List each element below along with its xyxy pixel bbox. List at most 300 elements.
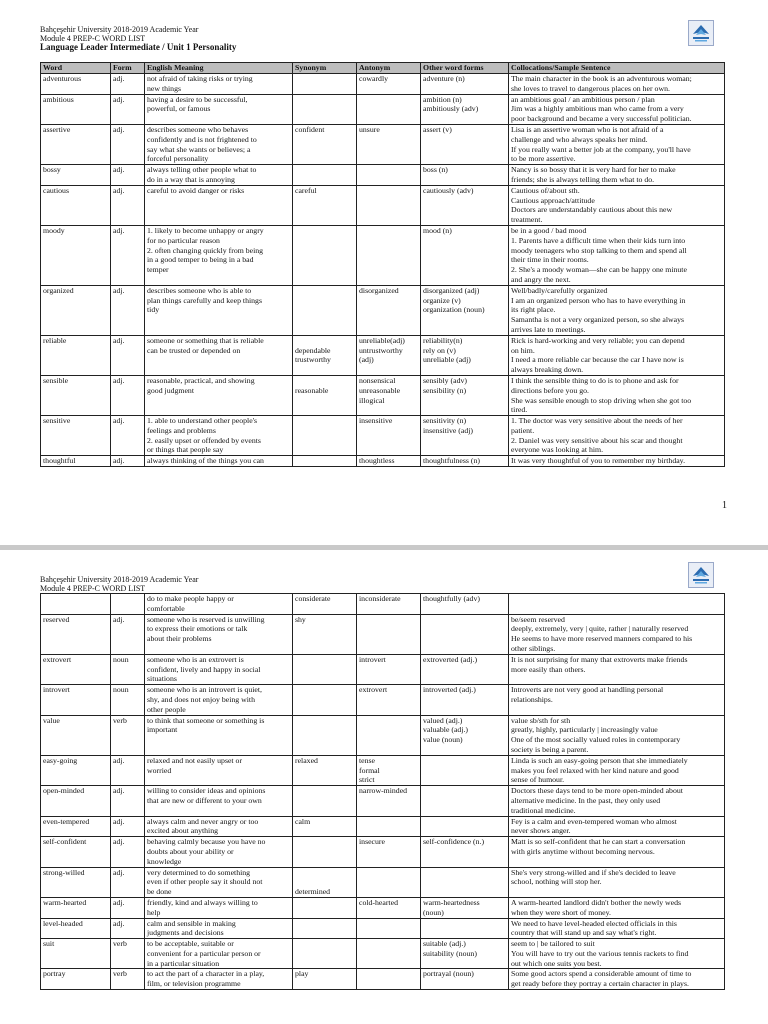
cell-meaning-line: even if other people say it should not bbox=[147, 877, 263, 887]
cell-synonym bbox=[293, 124, 357, 164]
cell-other-forms-line: rely on (v) bbox=[423, 345, 456, 355]
cell-collocations-line: challenge and who always speaks her mind. bbox=[511, 134, 648, 144]
cell-synonym-line: considerate bbox=[295, 594, 331, 603]
col-header-collocations: Collocations/Sample Sentence bbox=[509, 63, 725, 74]
cell-meaning-line: comfortable bbox=[147, 603, 185, 613]
cell-other-forms bbox=[421, 74, 509, 95]
cell-meaning-line: not afraid of taking risks or trying bbox=[147, 74, 253, 83]
cell-other-forms-line: organization (noun) bbox=[423, 305, 485, 315]
cell-meaning bbox=[145, 786, 293, 816]
cell-meaning bbox=[145, 124, 293, 164]
cell-other-forms-line: disorganized (adj) bbox=[423, 285, 480, 295]
table-row bbox=[41, 837, 725, 867]
cell-other-forms-line: assert (v) bbox=[423, 124, 452, 134]
cell-form: verb bbox=[111, 939, 145, 969]
cell-collocations-line: be/seem reserved bbox=[511, 614, 565, 624]
cell-synonym bbox=[293, 685, 357, 715]
cell-meaning-line: film, or television programme bbox=[147, 979, 241, 989]
cell-collocations-line: their time in their rooms. bbox=[511, 255, 589, 265]
cell-meaning bbox=[145, 837, 293, 867]
cell-antonym-line: cold-hearted bbox=[359, 897, 398, 907]
cell-meaning bbox=[145, 918, 293, 939]
table-row bbox=[41, 685, 725, 715]
cell-collocations-line: she loves to travel to dangerous places on her own. bbox=[511, 83, 670, 93]
cell-collocations-line: with girls anytime without becoming nervous. bbox=[511, 846, 655, 856]
cell-other-forms bbox=[421, 594, 509, 615]
cell-synonym bbox=[293, 897, 357, 918]
cell-collocations-line: You will have to try out the various tennis rackets to find bbox=[511, 948, 689, 958]
cell-collocations bbox=[509, 185, 725, 225]
cell-synonym bbox=[293, 755, 357, 785]
cell-meaning-line: behaving calmly because you have no bbox=[147, 837, 266, 847]
cell-collocations bbox=[509, 918, 725, 939]
cell-meaning-line: describes someone who is able to bbox=[147, 285, 252, 295]
cell-meaning-line: to think that someone or something is bbox=[147, 715, 265, 725]
cell-meaning-line: about their problems bbox=[147, 634, 212, 644]
cell-antonym bbox=[357, 74, 421, 95]
cell-collocations-line: Well/badly/carefully organized bbox=[511, 285, 608, 295]
cell-other-forms-line: self-confidence (n.) bbox=[423, 837, 485, 847]
cell-meaning-line: shy, and does not enjoy being with bbox=[147, 694, 255, 704]
cell-meaning bbox=[145, 755, 293, 785]
cell-synonym bbox=[293, 939, 357, 969]
cell-word: easy-going bbox=[41, 755, 111, 785]
cell-antonym-line: illogical bbox=[359, 395, 385, 405]
cell-meaning-line: confidently and is not frightened to bbox=[147, 134, 257, 144]
cell-other-forms-line: sensitivity (n) bbox=[423, 416, 467, 426]
cell-other-forms-line: valuable (adj.) bbox=[423, 725, 469, 735]
cell-collocations-line: Nancy is so bossy that it is very hard for her to make bbox=[511, 165, 676, 175]
cell-synonym-line: reasonable bbox=[295, 385, 329, 395]
cell-antonym bbox=[357, 897, 421, 918]
cell-meaning-line: to be acceptable, suitable or bbox=[147, 939, 234, 949]
cell-meaning-line: good judgment bbox=[147, 385, 194, 395]
cell-meaning-line: having a desire to be successful, bbox=[147, 94, 248, 104]
cell-meaning bbox=[145, 685, 293, 715]
cell-antonym bbox=[357, 285, 421, 335]
cell-meaning-line: important bbox=[147, 725, 178, 735]
cell-synonym bbox=[293, 335, 357, 375]
cell-word: open-minded bbox=[41, 786, 111, 816]
cell-form: adj. bbox=[111, 867, 145, 897]
cell-synonym bbox=[293, 867, 357, 897]
table-row bbox=[41, 755, 725, 785]
col-header-antonym: Antonym bbox=[357, 63, 421, 74]
cell-collocations-line: He seems to have more reserved manners compared to his bbox=[511, 634, 693, 644]
cell-other-forms-line: ambitiously (adv) bbox=[423, 104, 479, 114]
cell-collocations bbox=[509, 715, 725, 755]
cell-meaning bbox=[145, 939, 293, 969]
cell-meaning bbox=[145, 654, 293, 684]
cell-collocations-line: out which one suits you best. bbox=[511, 958, 602, 968]
cell-collocations-line: Introverts are not very good at handling personal bbox=[511, 685, 664, 695]
cell-meaning-line: be done bbox=[147, 887, 172, 897]
cell-collocations-line: poor background and became a very successful politician. bbox=[511, 114, 692, 124]
cell-meaning bbox=[145, 74, 293, 95]
table-row bbox=[41, 897, 725, 918]
cell-antonym-line: formal bbox=[359, 765, 380, 775]
cell-other-forms bbox=[421, 335, 509, 375]
cell-meaning-line: help bbox=[147, 907, 161, 917]
cell-word: strong-willed bbox=[41, 867, 111, 897]
cell-collocations-line: Fey is a calm and even-tempered woman who almost bbox=[511, 816, 677, 826]
cell-word: warm-hearted bbox=[41, 897, 111, 918]
cell-meaning-line: 1. able to understand other people's bbox=[147, 416, 258, 426]
cell-synonym-line bbox=[295, 868, 354, 878]
cell-other-forms-line: portrayal (noun) bbox=[423, 969, 474, 979]
cell-antonym-line: thoughtless bbox=[359, 456, 395, 466]
cell-meaning-line: forceful personality bbox=[147, 154, 209, 164]
table-row bbox=[41, 715, 725, 755]
table-row bbox=[41, 94, 725, 124]
cell-synonym-line: play bbox=[295, 969, 309, 979]
cell-form bbox=[111, 594, 145, 615]
table-row bbox=[41, 918, 725, 939]
table-row bbox=[41, 416, 725, 456]
cell-meaning bbox=[145, 594, 293, 615]
cell-synonym bbox=[293, 375, 357, 415]
cell-collocations-line: A warm-hearted landlord didn't bother the newly weds bbox=[511, 897, 682, 907]
cell-other-forms-line: warm-heartedness bbox=[423, 897, 480, 907]
cell-collocations-line: when they were short of money. bbox=[511, 907, 611, 917]
cell-other-forms bbox=[421, 837, 509, 867]
cell-form: adj. bbox=[111, 416, 145, 456]
cell-collocations bbox=[509, 614, 725, 654]
cell-synonym bbox=[293, 816, 357, 837]
cell-other-forms bbox=[421, 94, 509, 124]
cell-meaning-line: friendly, kind and always willing to bbox=[147, 897, 258, 907]
cell-synonym bbox=[293, 185, 357, 225]
document-page-2 bbox=[0, 550, 768, 1024]
cell-antonym bbox=[357, 594, 421, 615]
cell-collocations-line: get ready before they portray a certain character in plays. bbox=[511, 979, 689, 989]
cell-collocations-line: 2. Daniel was very sensitive about his scar and thought bbox=[511, 435, 683, 445]
cell-synonym bbox=[293, 416, 357, 456]
cell-other-forms-line: sensibly (adv) bbox=[423, 375, 467, 385]
cell-antonym bbox=[357, 375, 421, 415]
cell-form: adj. bbox=[111, 897, 145, 918]
cell-synonym-line bbox=[295, 336, 354, 346]
cell-word: extrovert bbox=[41, 654, 111, 684]
cell-synonym-line: determined bbox=[295, 887, 331, 897]
cell-form: adj. bbox=[111, 837, 145, 867]
cell-antonym bbox=[357, 755, 421, 785]
cell-meaning bbox=[145, 897, 293, 918]
cell-collocations-line: 1. The doctor was very sensitive about the needs of her bbox=[511, 416, 683, 426]
cell-other-forms bbox=[421, 816, 509, 837]
cell-antonym bbox=[357, 715, 421, 755]
cell-synonym bbox=[293, 786, 357, 816]
cell-collocations-line: Lisa is an assertive woman who is not afraid of a bbox=[511, 124, 664, 134]
cell-collocations bbox=[509, 837, 725, 867]
cell-antonym bbox=[357, 94, 421, 124]
cell-synonym bbox=[293, 165, 357, 186]
cell-form: adj. bbox=[111, 165, 145, 186]
col-header-word: Word bbox=[41, 63, 111, 74]
cell-synonym-line: shy bbox=[295, 614, 306, 624]
cell-antonym bbox=[357, 654, 421, 684]
cell-meaning-line: do to make people happy or bbox=[147, 594, 234, 603]
cell-other-forms bbox=[421, 285, 509, 335]
cell-form: noun bbox=[111, 654, 145, 684]
cell-synonym-line: dependable bbox=[295, 345, 331, 355]
cell-collocations-line: Linda is such an easy-going person that she immediately bbox=[511, 755, 688, 765]
cell-meaning-line: confident, lively and happy in social bbox=[147, 664, 261, 674]
cell-collocations bbox=[509, 74, 725, 95]
cell-collocations-line: 2. She's a moody woman—she can be happy one minute bbox=[511, 265, 687, 275]
cell-meaning-line: can be trusted or depended on bbox=[147, 345, 241, 355]
cell-collocations-line: its right place. bbox=[511, 305, 556, 315]
cell-synonym bbox=[293, 594, 357, 615]
table-row bbox=[41, 816, 725, 837]
cell-synonym-line: relaxed bbox=[295, 755, 318, 765]
table-row bbox=[41, 867, 725, 897]
module-line: Module 4 PREP-C WORD LIST bbox=[40, 33, 146, 43]
cell-collocations bbox=[509, 165, 725, 186]
cell-other-forms-line: valued (adj.) bbox=[423, 715, 463, 725]
cell-other-forms bbox=[421, 654, 509, 684]
cell-meaning-line: say what she wants or believes; a bbox=[147, 144, 251, 154]
cell-collocations bbox=[509, 456, 725, 467]
cell-collocations bbox=[509, 939, 725, 969]
cell-synonym bbox=[293, 918, 357, 939]
cell-meaning-line: careful to avoid danger or risks bbox=[147, 185, 245, 195]
cell-other-forms bbox=[421, 969, 509, 990]
cell-synonym-line bbox=[295, 877, 354, 887]
cell-synonym-line: calm bbox=[295, 816, 311, 826]
cell-word: adventurous bbox=[41, 74, 111, 95]
table-row bbox=[41, 456, 725, 467]
cell-collocations bbox=[509, 786, 725, 816]
cell-collocations bbox=[509, 375, 725, 415]
cell-collocations bbox=[509, 755, 725, 785]
cell-meaning bbox=[145, 375, 293, 415]
cell-collocations-line: patient. bbox=[511, 425, 535, 435]
cell-collocations-line: be in a good / bad mood bbox=[511, 225, 587, 235]
cell-other-forms-line: cautiously (adv) bbox=[423, 185, 474, 195]
cell-form: adj. bbox=[111, 124, 145, 164]
cell-collocations-line: Samantha is not a very organized person, so she always bbox=[511, 315, 685, 325]
table-row bbox=[41, 165, 725, 186]
cell-antonym-line: unsure bbox=[359, 124, 380, 134]
cell-word: sensible bbox=[41, 375, 111, 415]
cell-other-forms-line: value (noun) bbox=[423, 735, 463, 745]
col-header-synonym: Synonym bbox=[293, 63, 357, 74]
cell-antonym bbox=[357, 837, 421, 867]
cell-word: reserved bbox=[41, 614, 111, 654]
cell-other-forms bbox=[421, 918, 509, 939]
cell-collocations bbox=[509, 594, 725, 615]
cell-meaning-line: reasonable, practical, and showing bbox=[147, 375, 255, 385]
cell-meaning-line: temper bbox=[147, 265, 169, 275]
cell-collocations bbox=[509, 654, 725, 684]
cell-form: noun bbox=[111, 685, 145, 715]
cell-form: verb bbox=[111, 969, 145, 990]
cell-antonym-line: (adj) bbox=[359, 355, 374, 365]
cell-meaning-line: situations bbox=[147, 674, 177, 684]
cell-antonym bbox=[357, 456, 421, 467]
cell-meaning-line: describes someone who behaves bbox=[147, 124, 249, 134]
university-logo bbox=[688, 20, 714, 46]
table-row bbox=[41, 969, 725, 990]
cell-word: introvert bbox=[41, 685, 111, 715]
cell-synonym bbox=[293, 285, 357, 335]
cell-collocations-line: arrives late to meetings. bbox=[511, 324, 586, 334]
cell-synonym bbox=[293, 94, 357, 124]
cell-collocations-line: other siblings. bbox=[511, 643, 556, 653]
cell-other-forms bbox=[421, 939, 509, 969]
word-list-table-page-1 bbox=[40, 62, 725, 467]
cell-antonym bbox=[357, 969, 421, 990]
cell-word: organized bbox=[41, 285, 111, 335]
cell-synonym bbox=[293, 74, 357, 95]
cell-collocations-line: She was sensible enough to stop driving when she got too bbox=[511, 395, 692, 405]
page-number: 1 bbox=[722, 500, 727, 511]
cell-form: adj. bbox=[111, 456, 145, 467]
cell-collocations-line: tired. bbox=[511, 405, 528, 415]
cell-antonym-line: inconsiderate bbox=[359, 594, 401, 603]
cell-meaning-line: do in a way that is annoying bbox=[147, 174, 235, 184]
cell-form: adj. bbox=[111, 786, 145, 816]
cell-other-forms bbox=[421, 124, 509, 164]
cell-collocations-line: Matt is so self-confident that he can start a conversation bbox=[511, 837, 686, 847]
cell-other-forms-line: thoughtfulness (n) bbox=[423, 456, 480, 466]
cell-antonym bbox=[357, 939, 421, 969]
cell-antonym bbox=[357, 225, 421, 285]
cell-collocations bbox=[509, 897, 725, 918]
table-row bbox=[41, 375, 725, 415]
cell-collocations-line: I think the sensible thing to do is to phone and ask for bbox=[511, 375, 679, 385]
cell-meaning-line: relaxed and not easily upset or bbox=[147, 755, 243, 765]
cell-collocations-line: relationships. bbox=[511, 694, 553, 704]
cell-antonym-line: insecure bbox=[359, 837, 385, 847]
table-row bbox=[41, 124, 725, 164]
cell-collocations-line: alternative medicine. In the past, they only used bbox=[511, 795, 661, 805]
cell-word: thoughtful bbox=[41, 456, 111, 467]
cell-antonym bbox=[357, 786, 421, 816]
cell-collocations-line: friends; she is always telling them what to do. bbox=[511, 174, 655, 184]
cell-collocations-line: moody teenagers who stop talking to them and spend all bbox=[511, 245, 687, 255]
cell-meaning-line: or things that people say bbox=[147, 445, 224, 455]
cell-meaning-line: 2. easily upset or offended by events bbox=[147, 435, 261, 445]
cell-collocations-line: The main character in the book is an adventurous woman; bbox=[511, 74, 692, 83]
cell-collocations bbox=[509, 335, 725, 375]
cell-synonym-line: confident bbox=[295, 124, 325, 134]
cell-form: adj. bbox=[111, 614, 145, 654]
cell-word: cautious bbox=[41, 185, 111, 225]
cell-meaning-line: 1. likely to become unhappy or angry bbox=[147, 225, 264, 235]
university-line: Bahçeşehir University 2018-2019 Academic Year bbox=[40, 575, 199, 584]
cell-meaning-line: for no particular reason bbox=[147, 235, 220, 245]
cell-collocations-line: never shows anger. bbox=[511, 826, 571, 836]
table-row bbox=[41, 614, 725, 654]
cell-other-forms-line: sensibility (n) bbox=[423, 385, 467, 395]
cell-collocations-line: treatment. bbox=[511, 215, 543, 225]
cell-form: adj. bbox=[111, 755, 145, 785]
cell-meaning-line: tidy bbox=[147, 305, 160, 315]
col-header-meaning: English Meaning bbox=[145, 63, 293, 74]
table-row bbox=[41, 225, 725, 285]
cell-meaning bbox=[145, 816, 293, 837]
cell-collocations-line: sense of humour. bbox=[511, 775, 565, 785]
cell-synonym-line: trustworthy bbox=[295, 355, 331, 365]
cell-collocations bbox=[509, 867, 725, 897]
cell-meaning-line: other people bbox=[147, 704, 186, 714]
cell-meaning-line: new things bbox=[147, 83, 182, 93]
cell-form: adj. bbox=[111, 816, 145, 837]
cell-collocations-line: Some good actors spend a considerable amount of time to bbox=[511, 969, 692, 979]
cell-synonym-line: careful bbox=[295, 185, 317, 195]
cell-word: portray bbox=[41, 969, 111, 990]
cell-word: bossy bbox=[41, 165, 111, 186]
cell-form: adj. bbox=[111, 335, 145, 375]
cell-other-forms-line: organize (v) bbox=[423, 295, 461, 305]
cell-collocations-line: value sb/sth for sth bbox=[511, 715, 571, 725]
cell-collocations bbox=[509, 285, 725, 335]
cell-meaning bbox=[145, 285, 293, 335]
cell-meaning-line: very determined to do something bbox=[147, 867, 251, 877]
cell-form: adj. bbox=[111, 225, 145, 285]
cell-collocations-line: deeply, extremely, very | quite, rather | naturally reserved bbox=[511, 624, 689, 634]
cell-antonym-line: extrovert bbox=[359, 685, 388, 695]
cell-form: adj. bbox=[111, 285, 145, 335]
cell-meaning-line: someone who is an extrovert is bbox=[147, 654, 244, 664]
table-row bbox=[41, 185, 725, 225]
cell-other-forms bbox=[421, 165, 509, 186]
cell-meaning bbox=[145, 715, 293, 755]
cell-collocations-line: greatly, highly, particularly | increasingly value bbox=[511, 725, 658, 735]
cell-meaning-line: convenient for a particular person or bbox=[147, 948, 261, 958]
cell-antonym-line: disorganized bbox=[359, 285, 399, 295]
cell-other-forms bbox=[421, 715, 509, 755]
cell-meaning-line: that are new or different to your own bbox=[147, 795, 262, 805]
table-row bbox=[41, 335, 725, 375]
cell-other-forms bbox=[421, 614, 509, 654]
university-line: Bahçeşehir University 2018-2019 Academic Year bbox=[40, 25, 199, 34]
cell-collocations-line: more easily than others. bbox=[511, 664, 586, 674]
cell-antonym-line: insensitive bbox=[359, 416, 393, 426]
cell-meaning bbox=[145, 185, 293, 225]
cell-other-forms-line: unreliable (adj) bbox=[423, 355, 471, 365]
cell-antonym-line: untrustworthy bbox=[359, 345, 403, 355]
cell-meaning-line: always thinking of the things you can bbox=[147, 456, 264, 466]
cell-meaning-line: always calm and never angry or too bbox=[147, 816, 259, 826]
cell-meaning bbox=[145, 94, 293, 124]
cell-other-forms-line: thoughtfully (adv) bbox=[423, 594, 480, 603]
cell-other-forms bbox=[421, 375, 509, 415]
cell-other-forms bbox=[421, 786, 509, 816]
cell-other-forms-line: reliability(n) bbox=[423, 335, 463, 345]
table-header-row bbox=[41, 63, 725, 74]
cell-other-forms bbox=[421, 225, 509, 285]
cell-collocations-line: I am an organized person who has to have everything in bbox=[511, 295, 686, 305]
cell-form: adj. bbox=[111, 185, 145, 225]
cell-synonym bbox=[293, 654, 357, 684]
cell-other-forms bbox=[421, 755, 509, 785]
cell-synonym bbox=[293, 837, 357, 867]
cell-meaning-line: excited about anything bbox=[147, 826, 219, 836]
cell-other-forms bbox=[421, 897, 509, 918]
cell-meaning-line: always telling other people what to bbox=[147, 165, 257, 175]
cell-word bbox=[41, 594, 111, 615]
cell-other-forms-line: extroverted (adj.) bbox=[423, 654, 478, 664]
cell-word: level-headed bbox=[41, 918, 111, 939]
cell-meaning-line: 2. often changing quickly from being bbox=[147, 245, 264, 255]
cell-meaning-line: powerful, or famous bbox=[147, 104, 211, 114]
cell-antonym-line: introvert bbox=[359, 654, 386, 664]
cell-other-forms-line: ambition (n) bbox=[423, 94, 462, 104]
cell-other-forms-line: boss (n) bbox=[423, 165, 448, 175]
